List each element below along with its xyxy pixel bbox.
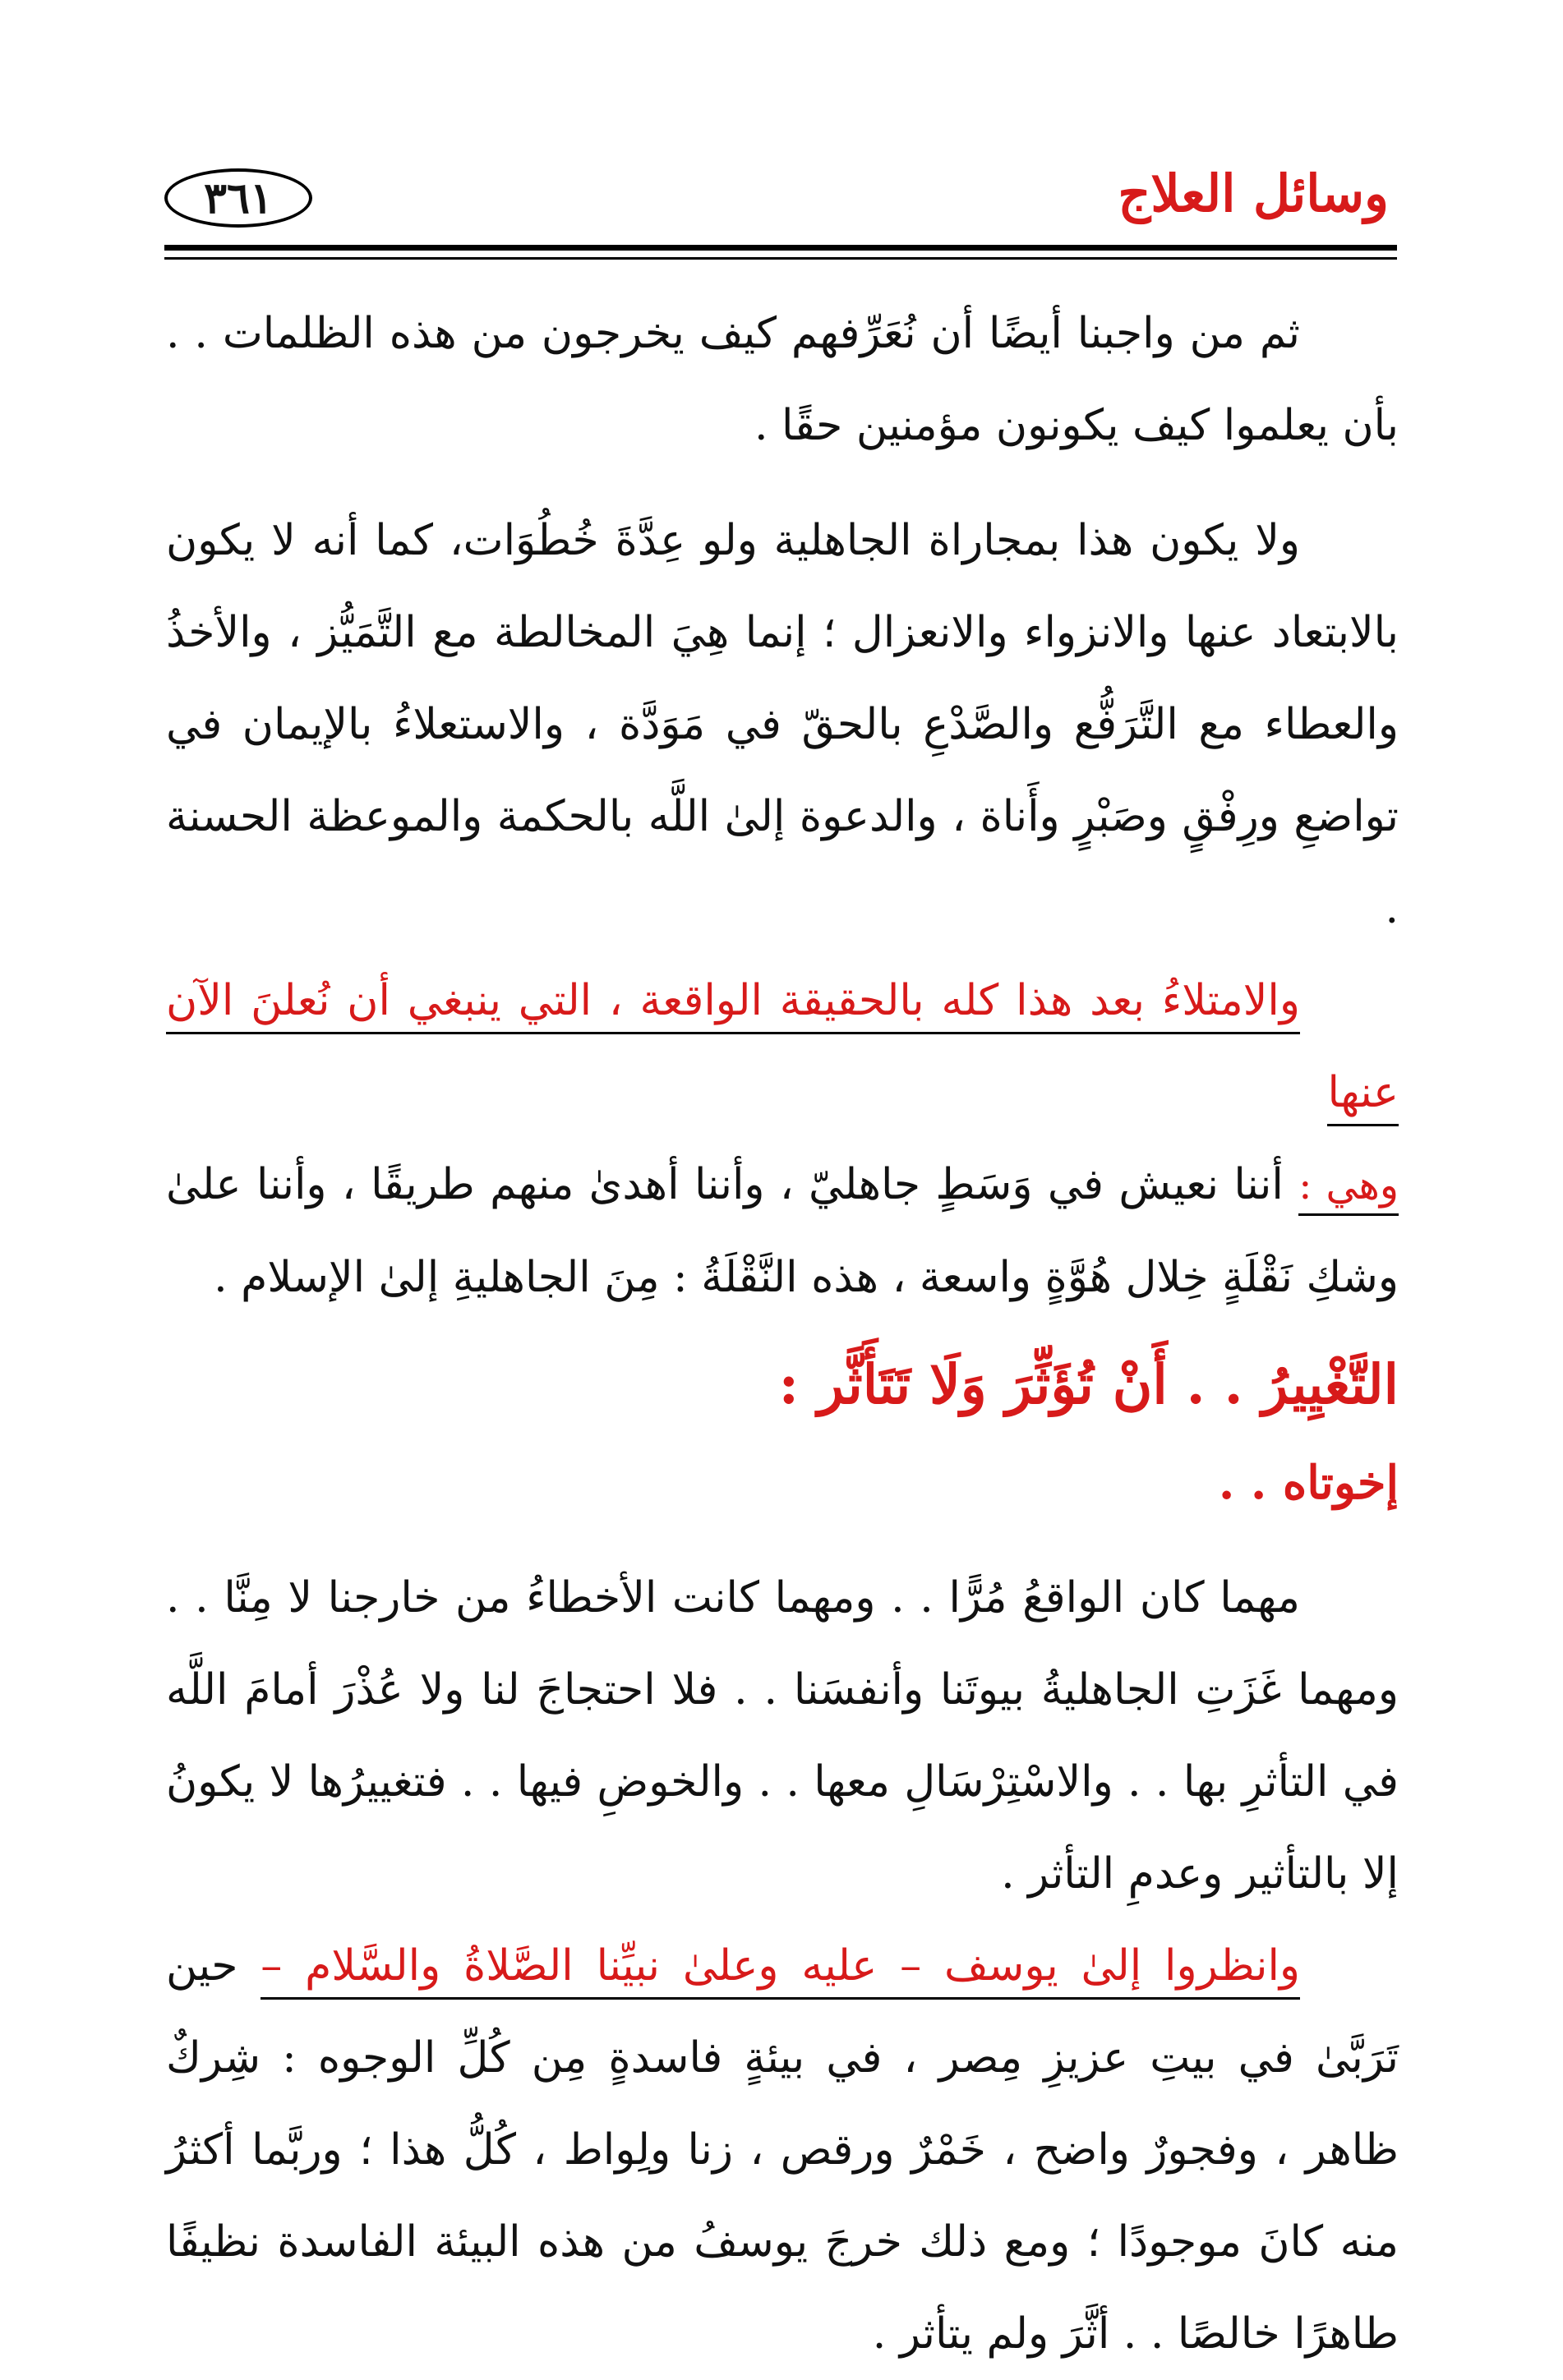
paragraph-3-body: أننا نعيش في وَسَطٍ جاهليّ ، وأننا أهدىٰ منهم طريقًا ، وأننا علىٰ وشكِ نَقْلَةٍ خِلال هُوَّةٍ واسعة ، هذه النَّقْلَةُ : مِنَ الجاهليةِ إلىٰ الإسلام . xyxy=(166,1160,1399,1302)
paragraph-5-body: حين تَرَبَّىٰ في بيتِ عزيزِ مِصر ، في بيئةٍ فاسدةٍ مِن كُلِّ الوجوه : شِركٌ ظاهر ، وفجورٌ واضح ، خَمْرٌ ورقص ، زنا ولِواط ، كُلُّ هذا ؛ وربَّما أكثرُ منه كانَ موجودًا ؛ ومع ذلك خرجَ يوسفُ من هذه البيئة الفاسدة نظيفًا طاهرًا خالصًا . . أثَّرَ ولم يتأثر . xyxy=(166,1941,1399,2359)
section-heading: التَّغْيِيرُ . . أَنْ تُؤَثِّرَ وَلَا تَتَأَثَّر : xyxy=(778,1352,1399,1416)
page-body xyxy=(166,288,1399,2380)
page-number: ٣٦١ xyxy=(164,168,312,228)
paragraph-5 xyxy=(166,1920,1399,2380)
paragraph-3 xyxy=(166,955,1399,1324)
header-rule-thin xyxy=(164,257,1397,260)
highlight-text: وانظروا إلىٰ يوسف – عليه وعلىٰ نبيِّنا الصَّلاةُ والسَّلام – xyxy=(260,1941,1300,2000)
paragraph-2: ولا يكون هذا بمجاراة الجاهلية ولو عِدَّةَ خُطُوَات، كما أنه لا يكون بالابتعاد عنها والانزواء والانعزال ؛ إنما هِيَ المخالطة مع التَّمَيُّز ، والأخذُ والعطاء مع التَّرَفُّع والصَّدْعِ بالحقّ في مَوَدَّة ، والاستعلاءُ بالإيمان في تواضعِ ورِفْقٍ وصَبْرٍ وأَناة ، والدعوة إلىٰ اللَّه بالحكمة والموعظة الحسنة . xyxy=(166,516,1399,933)
chapter-title: وسائل العلاج xyxy=(1118,163,1389,223)
paragraph-1: ثم من واجبنا أيضًا أن نُعَرِّفهم كيف يخرجون من هذه الظلمات . . بأن يعلموا كيف يكونون مؤمنين حقًا . xyxy=(166,309,1399,450)
header-rule-thick xyxy=(164,245,1397,251)
paragraph-4: مهما كان الواقعُ مُرًّا . . ومهما كانت الأخطاءُ من خارجنا لا مِنَّا . . ومهما غَزَتِ الجاهليةُ بيوتَنا وأنفسَنا . . فلا احتجاجَ لنا ولا عُذْرَ أمامَ اللَّه في التأثرِ بها . . والاسْتِرْسَالِ معها . . والخوضِ فيها . . فتغييرُها لا يكونُ إلا بالتأثير وعدمِ التأثر . xyxy=(166,1573,1399,1899)
section-subheading: إخوتاه . . xyxy=(1218,1456,1399,1510)
label-wahiya: وهي : xyxy=(1298,1162,1399,1216)
highlight-text: والامتلاءُ بعد هذا كله بالحقيقة الواقعة ، التي ينبغي أن نُعلنَ الآن عنها xyxy=(166,976,1399,1126)
